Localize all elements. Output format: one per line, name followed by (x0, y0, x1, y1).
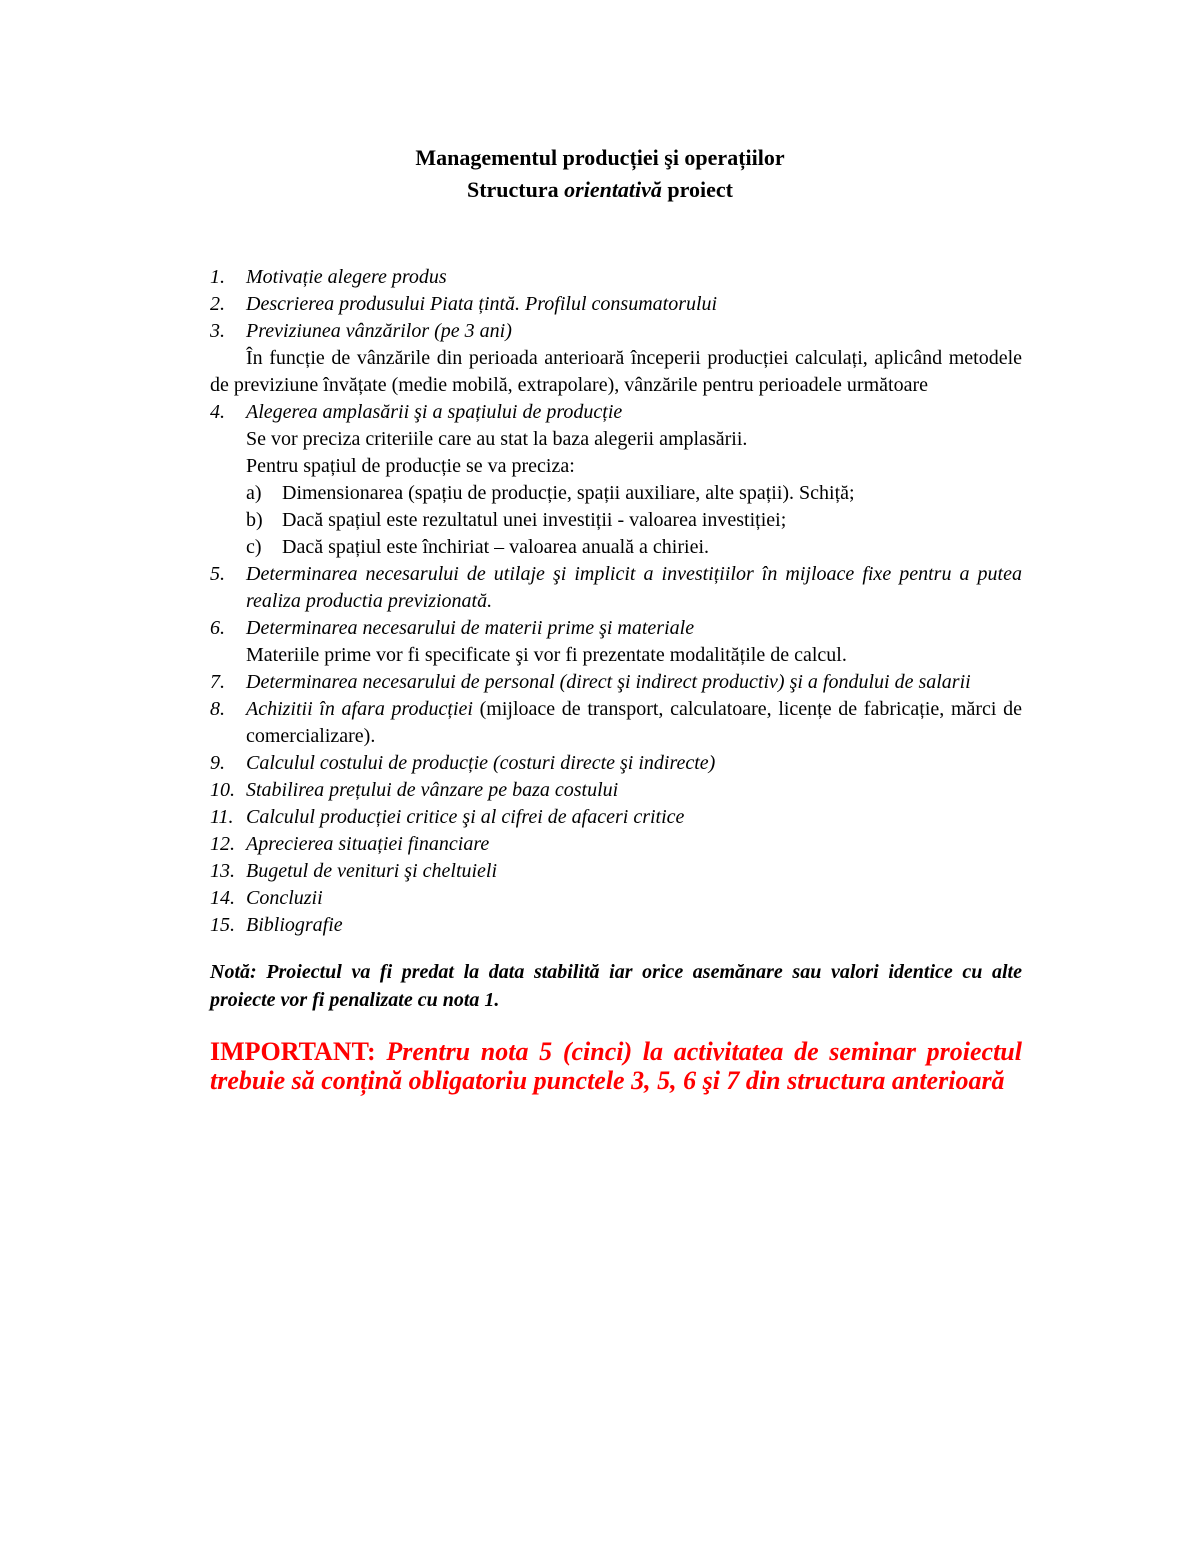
list-item (210, 561, 1022, 615)
document-subtitle (0, 174, 1200, 206)
item-title: Bugetul de venituri şi cheltuieli (246, 860, 498, 882)
item-title: Determinarea necesarului de materii prime şi materiale (246, 617, 695, 639)
item-number: 8. (210, 698, 225, 720)
item-number: 12. (210, 833, 235, 855)
sub-item-text: Dacă spațiul este închiriat – valoarea anuală a chiriei. (282, 536, 710, 558)
item-number: 9. (210, 752, 225, 774)
list-item (210, 669, 1022, 696)
item-title: Determinarea necesarului de utilaje şi implicit a investițiilor în mijloace fixe pentru a putea realiza productia previzionată. (246, 563, 1022, 612)
item-number: 5. (210, 563, 225, 585)
important-notice (210, 1037, 1022, 1095)
list-item (210, 399, 1022, 561)
sub-item-letter: c) (246, 536, 262, 558)
structure-list (210, 264, 1022, 1095)
list-item (210, 291, 1022, 318)
important-label: IMPORTANT: (210, 1037, 376, 1066)
document-title: Managementul producției şi operațiilor (415, 145, 785, 170)
important-text: Prentru nota 5 (cinci) la activitatea de seminar proiectul trebuie să conțină obligatoriu punctele 3, 5, 6 şi 7 din structura anterioară (210, 1037, 1022, 1095)
list-item (210, 912, 1022, 939)
list-item (210, 885, 1022, 912)
sub-item-text: Dacă spațiul este rezultatul unei investiții - valoarea investiției; (282, 509, 787, 531)
item-number: 2. (210, 293, 225, 315)
item-number: 7. (210, 671, 225, 693)
list-item (210, 264, 1022, 291)
item-number: 14. (210, 887, 235, 909)
list-item (210, 777, 1022, 804)
item-line: Materiile prime vor fi specificate şi vor fi prezentate modalitățile de calcul. (246, 644, 847, 666)
title-block (0, 142, 1200, 206)
list-item (210, 858, 1022, 885)
list-item (210, 804, 1022, 831)
subtitle-start: Structura (466, 177, 565, 202)
item-detail: În funcție de vânzările din perioada anterioară începerii producției calculați, aplicând metodele de previziune învățate (medie mobilă, extrapolare), vânzările pentru perioadele următoare (210, 347, 1022, 396)
list-item (210, 318, 1022, 399)
subtitle-end: proiect (661, 177, 733, 202)
item-number: 13. (210, 860, 235, 882)
sub-item-letter: b) (246, 509, 263, 531)
list-item (210, 831, 1022, 858)
item-line: Pentru spațiul de producție se va preciza: (246, 455, 575, 477)
list-item (210, 750, 1022, 777)
sub-item (246, 507, 1022, 534)
item-title: Bibliografie (246, 914, 343, 936)
list-item (210, 696, 1022, 750)
item-number: 1. (210, 266, 225, 288)
sub-item-letter: a) (246, 482, 262, 504)
item-title: Calculul costului de producție (costuri directe şi indirecte) (246, 752, 716, 774)
item-title: Concluzii (246, 887, 323, 909)
sub-item (246, 534, 1022, 561)
item-line: Se vor preciza criteriile care au stat la baza alegerii amplasării. (246, 428, 748, 450)
item-rest: (mijloace de transport, calculatoare, licențe de fabricație, mărci de comercializare). (246, 698, 1022, 747)
item-title: Determinarea necesarului de personal (direct şi indirect productiv) şi a fondului de salarii (246, 671, 971, 693)
item-title: Alegerea amplasării şi a spațiului de producție (246, 401, 623, 423)
item-number: 10. (210, 779, 235, 801)
item-title: Aprecierea situației financiare (246, 833, 490, 855)
item-title: Descrierea produsului Piata țintă. Profilul consumatorului (246, 293, 718, 315)
item-number: 6. (210, 617, 225, 639)
item-title: Motivație alegere produs (246, 266, 447, 288)
item-title: Previziunea vânzărilor (pe 3 ani) (246, 320, 512, 342)
item-number: 11. (210, 806, 234, 828)
item-number: 4. (210, 401, 225, 423)
note-paragraph: Notă: Proiectul va fi predat la data stabilită iar orice asemănare sau valori identice cu alte proiecte vor fi penalizate cu nota 1. (210, 961, 1022, 1011)
item-title: Calculul producției critice şi al cifrei de afaceri critice (246, 806, 685, 828)
sub-item-text: Dimensionarea (spațiu de producție, spații auxiliare, alte spații). Schiță; (282, 482, 855, 504)
subtitle-emphasis: orientativă (564, 177, 662, 202)
item-number: 3. (210, 320, 225, 342)
item-number: 15. (210, 914, 235, 936)
item-title: Stabilirea prețului de vânzare pe baza costului (246, 779, 619, 801)
item-title: Achizitii în afara producției (246, 698, 473, 720)
list-item (210, 615, 1022, 669)
sub-item (246, 480, 1022, 507)
